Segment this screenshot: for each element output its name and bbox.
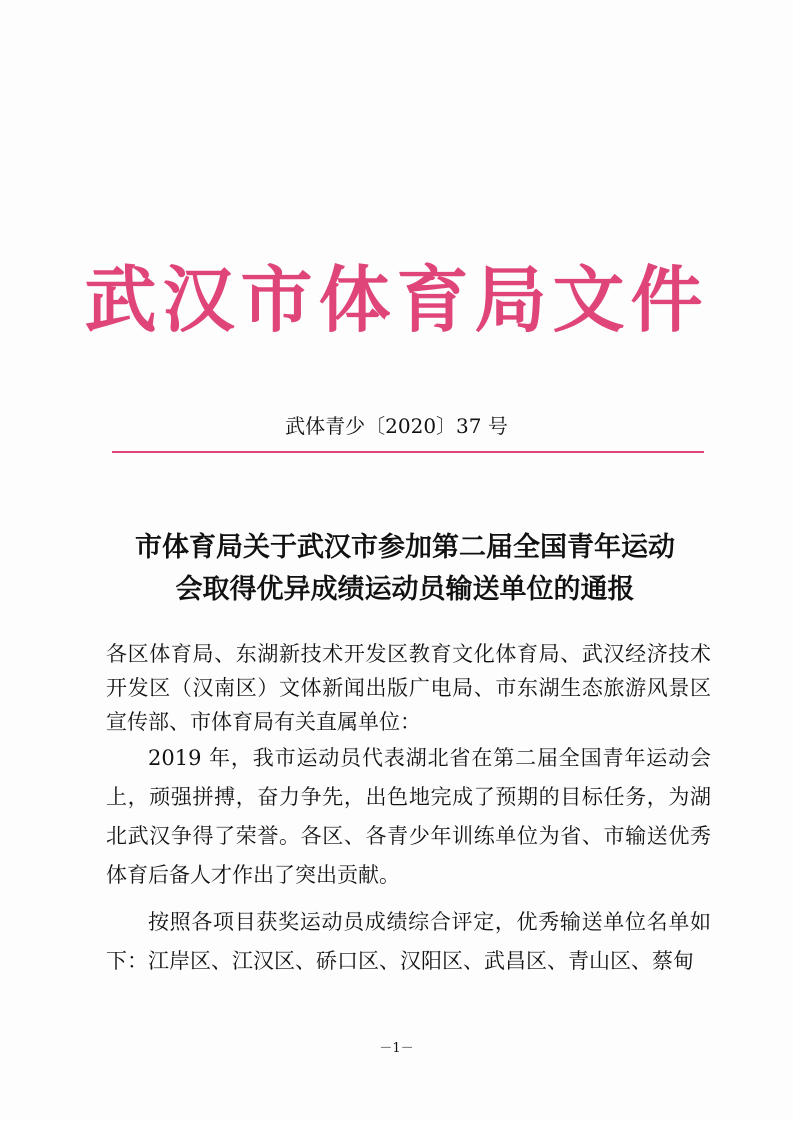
document-body [106, 637, 711, 981]
addressee-paragraph: 各区体育局、东湖新技术开发区教育文化体育局、武汉经济技术开发区（汉南区）文体新闻出版广电局、市东湖生态旅游风景区宣传部、市体育局有关直属单位： [106, 642, 711, 734]
document-number: 武体青少〔2020〕37 号 [285, 414, 508, 438]
document-title-line-2: 会取得优异成绩运动员输送单位的通报 [175, 574, 635, 605]
page-number: －1－ [379, 1041, 414, 1056]
body-paragraph-2: 按照各项目获奖运动员成绩综合评定，优秀输送单位名单如下：江岸区、江汉区、硚口区、汉阳区、武昌区、青山区、蔡甸 [106, 910, 711, 973]
document-title [95, 527, 715, 611]
body-paragraph-1: 2019 年，我市运动员代表湖北省在第二届全国青年运动会上，顽强拼搏，奋力争先，出色地完成了预期的目标任务，为湖北武汉争得了荣誉。各区、各青少年训练单位为省、市输送优秀体育后备人才作出了突出贡献。 [106, 746, 711, 887]
red-separator-rule [112, 451, 704, 453]
document-title-line-1: 市体育局关于武汉市参加第二届全国青年运动 [135, 532, 675, 563]
issuer-header-title: 武汉市体育局文件 [84, 258, 709, 342]
